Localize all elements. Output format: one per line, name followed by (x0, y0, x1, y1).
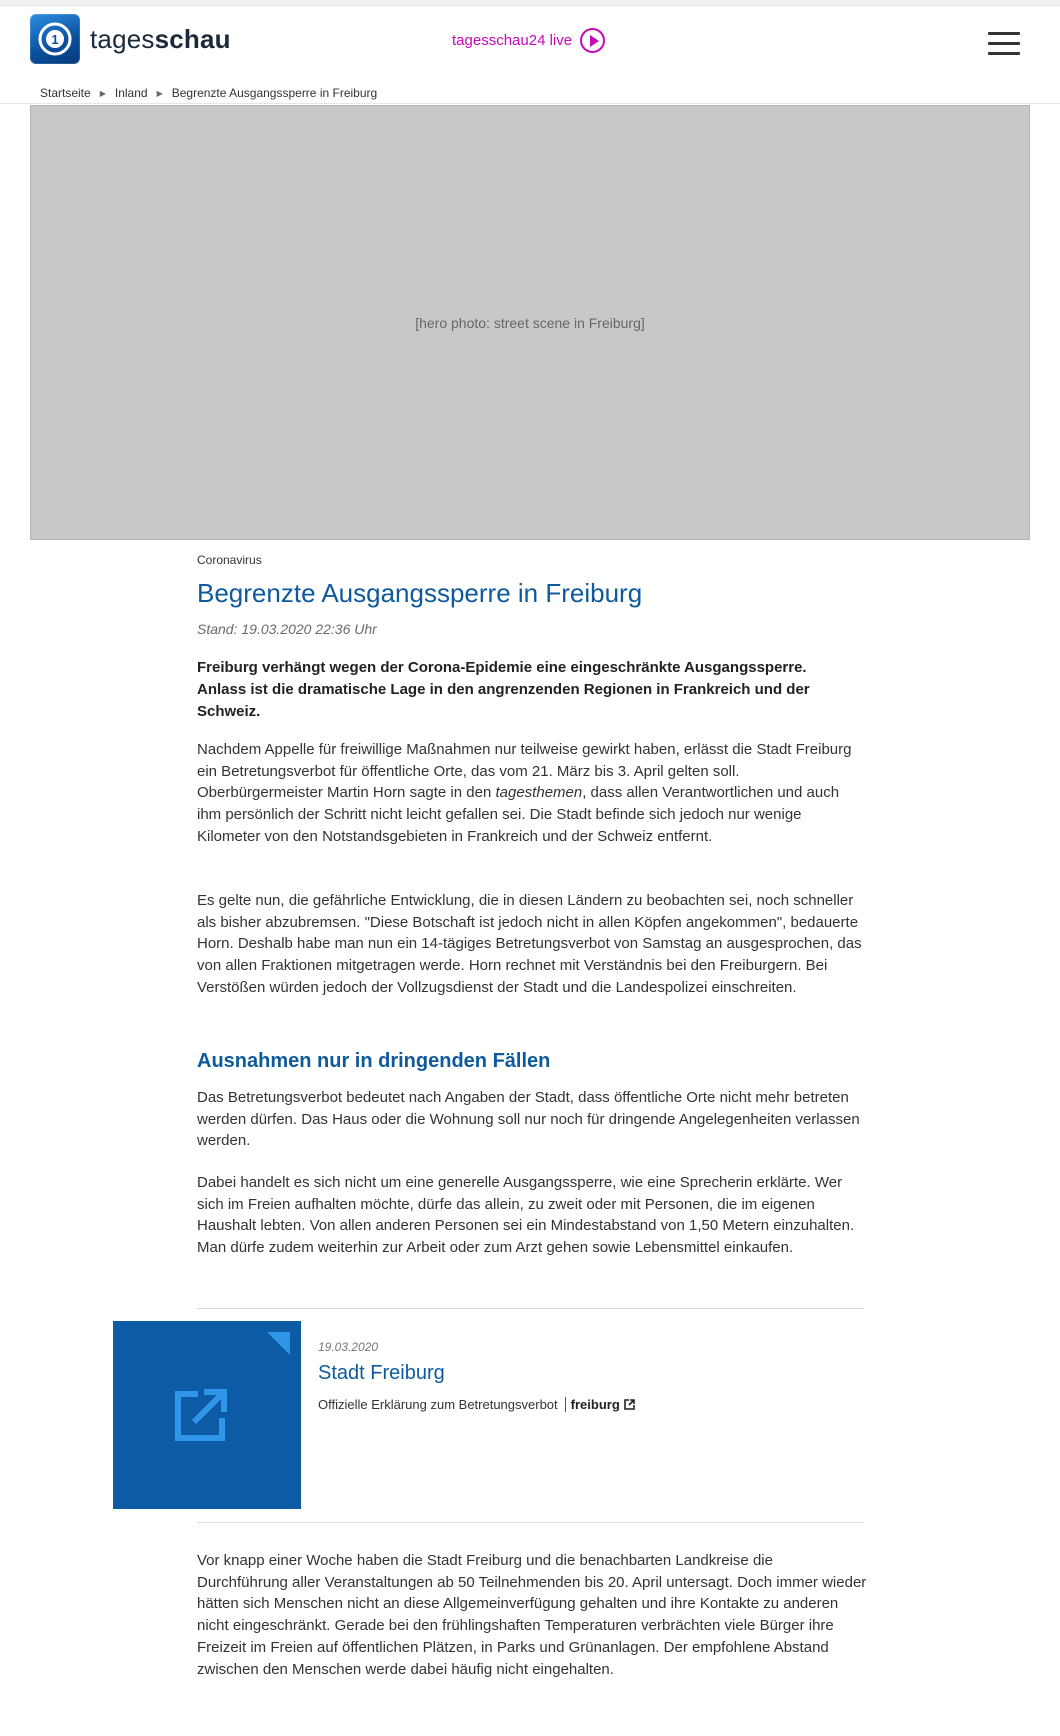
hamburger-menu-icon[interactable] (988, 32, 1020, 56)
site-header (0, 6, 1060, 104)
hero-image (30, 105, 1030, 540)
article-subheading: Ausnahmen nur in dringenden Fällen (197, 1050, 551, 1072)
external-link-icon (168, 1384, 232, 1448)
article-lead: Freiburg verhängt wegen der Corona-Epidemie eine eingeschränkte Ausgangssperre. Anlass ist die dramatische Lage in den angrenzenden Regionen in Frankreich und der Schweiz. (197, 659, 810, 720)
tagesschau-logo[interactable] (30, 14, 231, 64)
teaser-divider-bottom (197, 1522, 864, 1523)
external-link-card[interactable] (113, 1321, 301, 1509)
breadcrumb-inland[interactable]: Inland (114, 86, 148, 100)
article-paragraph-4: Dabei handelt es sich nicht um eine generelle Ausgangssperre, wie eine Sprecherin erklärte. Wer sich im Freien aufhalten möchte, dürfe das allein, zu zweit oder mit Personen, die im eigenen Haushalt lebten. Von allen anderen Personen sei ein Mindestabstand von 1,50 Metern einzuhalten. Man dürfe zudem weiterhin zur Arbeit oder zum Arzt gehen sowie Lebensmittel einkaufen. (197, 1174, 855, 1257)
card-corner-marker (267, 1332, 290, 1355)
article-title: Begrenzte Ausgangssperre in Freiburg (197, 578, 643, 608)
article-paragraph-3: Das Betretungsverbot bedeutet nach Angaben der Stadt, dass öffentliche Orte nicht mehr betreten werden dürfen. Das Haus oder die Wohnung soll nur noch für dringende Angelegenheiten verlassen werden. (197, 1089, 860, 1150)
breadcrumb (40, 86, 377, 100)
teaser-description-text: Offizielle Erklärung zum Betretungsverbot (318, 1397, 558, 1412)
hero-image-placeholder: [hero photo: street scene in Freiburg] (415, 314, 645, 331)
teaser-divider-top (197, 1308, 864, 1309)
article-kicker: Coronavirus (197, 553, 262, 567)
breadcrumb-startseite[interactable]: Startseite (40, 86, 91, 100)
teaser-description (318, 1397, 635, 1412)
breadcrumb-current[interactable]: Begrenzte Ausgangssperre in Freiburg (171, 86, 378, 100)
external-link-small-icon (624, 1399, 635, 1410)
article-paragraph-5: Vor knapp einer Woche haben die Stadt Freiburg und die benachbarten Landkreise die Durchführung aller Veranstaltungen ab 50 Teilnehmenden bis 20. April untersagt. Doch immer wieder hätten sich Menschen nicht an diese Allgemeinverfügung gehalten und ihre Kontakte zu anderen nicht eingeschränkt. Gerade bei den frühlingshaften Temperaturen verbrächten viele Bürger ihre Freizeit im Freien auf öffentlichen Plätzen, in Parks und Grünanlagen. Der empfohlene Abstand zwischen den Menschen werde dabei häufig nicht eingehalten. (197, 1552, 867, 1678)
teaser-source-link[interactable] (565, 1397, 635, 1412)
teaser-date: 19.03.2020 (318, 1340, 379, 1354)
article-timestamp: Stand: 19.03.2020 22:36 Uhr (197, 621, 377, 637)
teaser-source-label: freiburg (570, 1397, 620, 1412)
logo-wordmark: tagesschau (90, 23, 231, 54)
teaser-title-link[interactable]: Stadt Freiburg (318, 1362, 445, 1384)
breadcrumb-separator-icon: ▶ (99, 88, 106, 98)
svg-text:1: 1 (51, 32, 59, 47)
live-stream-link[interactable] (452, 28, 605, 53)
logo-emblem-icon (30, 14, 80, 64)
play-icon (580, 28, 605, 53)
article-paragraph-2: Es gelte nun, die gefährliche Entwicklung, die in diesen Ländern zu beobachten sei, noch schneller als bisher abzubremsen. "Diese Botschaft ist jedoch nicht in allen Köpfen angekommen", bedauerte Horn. Deshalb habe man nun ein 14-tägiges Betretungsverbot von Samstag an ausgesprochen, das von allen Fraktionen mitgetragen werde. Horn rechnet mit Verständnis bei den Freiburgern. Bei Verstößen würden jedoch der Vollzugsdienst der Stadt und die Landespolizei einschreiten. (197, 892, 862, 996)
live-label: tagesschau24 live (452, 32, 573, 49)
article-paragraph-1: Nachdem Appelle für freiwillige Maßnahmen nur teilweise gewirkt haben, erlässt die Stadt Freiburg ein Betretungsverbot für öffentliche Orte, das vom 21. März bis 3. April gelten soll. Oberbürgermeister Martin Horn sagte in den tagesthemen, dass allen Verantwortlichen und auch ihm persönlich der Schritt nicht leicht gefallen sei. Die Stadt befinde sich jedoch nur wenige Kilometer von den Notstandsgebieten in Frankreich und der Schweiz entfernt. (197, 741, 852, 845)
breadcrumb-separator-icon: ▶ (156, 88, 163, 98)
